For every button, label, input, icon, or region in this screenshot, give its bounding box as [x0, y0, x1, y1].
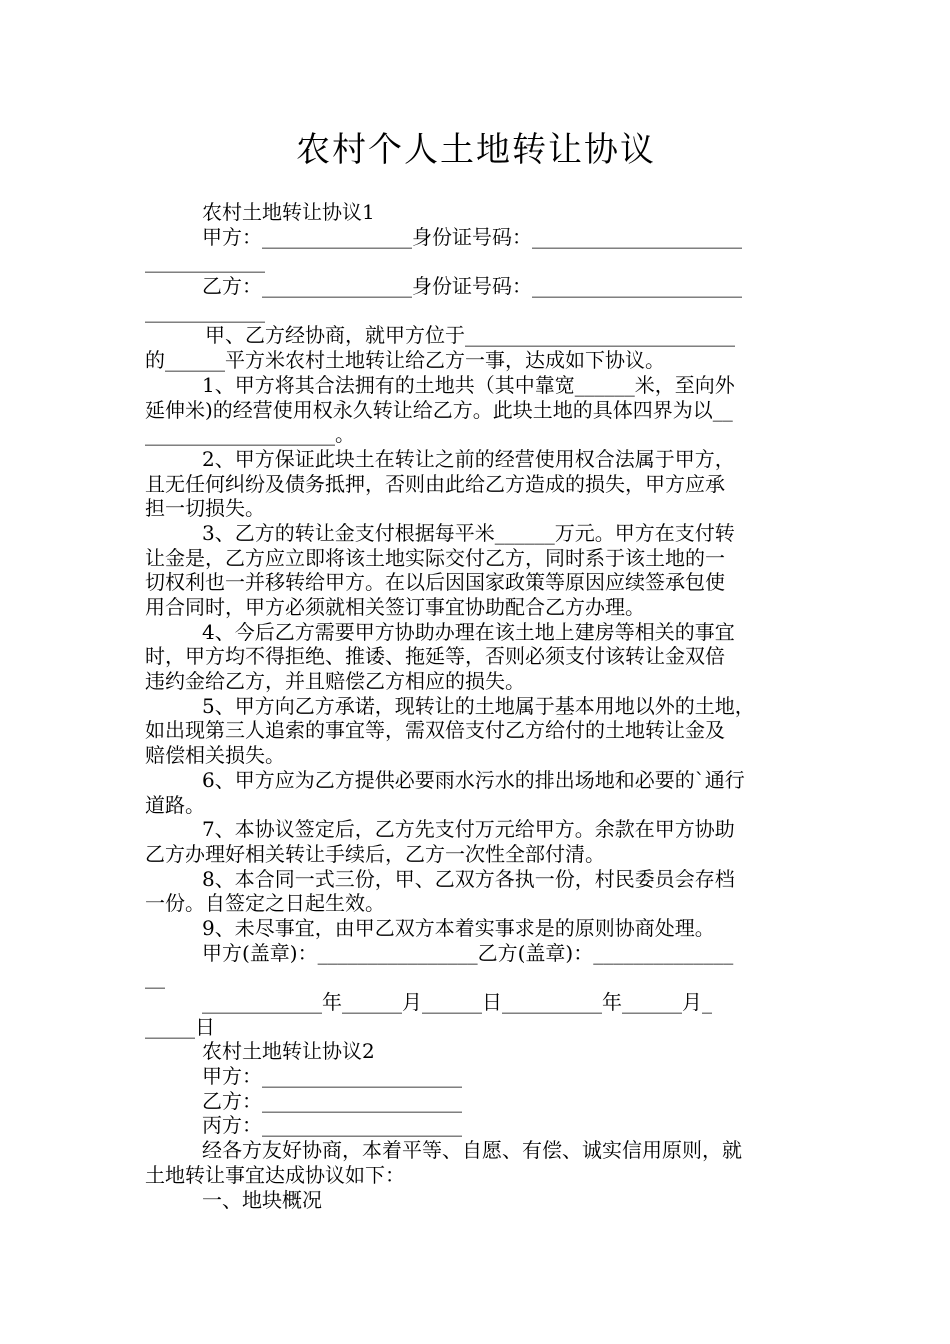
text-line: ___________________。: [145, 422, 355, 447]
text-line: 一份。自签定之日起生效。: [145, 891, 385, 916]
text-line: __: [145, 965, 165, 990]
text-line: 的______平方米农村土地转让给乙方一事，达成如下协议。: [145, 348, 665, 373]
text-line: 5、甲方向乙方承诺，现转让的土地属于基本用地以外的土地，: [202, 693, 755, 718]
text-line: 一、地块概况: [202, 1187, 322, 1212]
text-line: 切权利也一并移转给甲方。在以后因国家政策等原因应续签承包使: [145, 570, 725, 595]
text-line: 赔偿相关损失。: [145, 743, 285, 768]
text-line: 农村土地转让协议1: [202, 200, 375, 224]
text-line: 且无任何纠纷及债务抵押，否则由此给乙方造成的损失，甲方应承: [145, 471, 725, 496]
text-line: 农村土地转让协议2: [202, 1039, 375, 1064]
text-line: 让金是，乙方应立即将该土地实际交付乙方，同时系于该土地的一: [145, 545, 725, 570]
text-line: 甲方(盖章)：________________乙方(盖章)：______________: [202, 940, 734, 965]
text-line: _____日: [145, 1014, 215, 1039]
text-line: ____________: [145, 249, 265, 274]
text-line: 丙方：____________________: [202, 1113, 462, 1138]
text-line: 1、甲方将其合法拥有的土地共（其中靠宽______米，至向外: [202, 372, 735, 397]
text-line: 道路。: [145, 792, 205, 817]
text-line: 时，甲方均不得拒绝、推诿、拖延等，否则必须支付该转让金双倍: [145, 644, 725, 669]
text-line: 土地转让事宜达成协议如下：: [145, 1162, 405, 1187]
text-line: 乙方：____________________: [202, 1088, 462, 1113]
text-line: 2、甲方保证此块土在转让之前的经营使用权合法属于甲方，: [202, 446, 735, 471]
text-line: 用合同时，甲方必须就相关签订事宜协助配合乙方办理。: [145, 595, 645, 619]
text-line: 违约金给乙方，并且赔偿乙方相应的损失。: [145, 669, 525, 694]
text-line: 担一切损失。: [145, 496, 265, 521]
text-line: 6、甲方应为乙方提供必要雨水污水的排出场地和必要的`通行: [202, 767, 745, 792]
text-line: 9、未尽事宜，由甲乙双方本着实事求是的原则协商处理。: [202, 915, 715, 940]
text-line: 甲方：_______________身份证号码：_____________________: [202, 224, 742, 249]
text-line: 乙方：_______________身份证号码：_____________________: [202, 274, 742, 299]
text-line: 8、本合同一式三份，甲、乙双方各执一份，村民委员会存档: [202, 866, 735, 891]
document-title: 农村个人土地转让协议: [296, 130, 656, 170]
text-line: ____________年______月______日__________年______月_: [202, 990, 712, 1014]
text-line: 3、乙方的转让金支付根据每平米______万元。甲方在支付转: [202, 520, 735, 545]
text-line: 延伸米)的经营使用权永久转让给乙方。此块土地的具体四界为以__: [145, 397, 733, 422]
text-line: 4、今后乙方需要甲方协助办理在该土地上建房等相关的事宜: [202, 619, 735, 644]
text-line: ____________: [145, 298, 265, 323]
text-line: 乙方办理好相关转让手续后，乙方一次性全部付清。: [145, 841, 605, 866]
text-line: 甲、乙方经协商，就甲方位于___________________________: [205, 323, 735, 348]
text-line: 7、本协议签定后，乙方先支付万元给甲方。余款在甲方协助: [202, 817, 735, 842]
text-line: 甲方：____________________: [202, 1064, 462, 1089]
text-line: 如出现第三人追索的事宜等，需双倍支付乙方给付的土地转让金及: [145, 718, 725, 743]
document-body: [145, 200, 807, 1212]
text-line: 经各方友好协商，本着平等、自愿、有偿、诚实信用原则，就: [202, 1138, 742, 1163]
